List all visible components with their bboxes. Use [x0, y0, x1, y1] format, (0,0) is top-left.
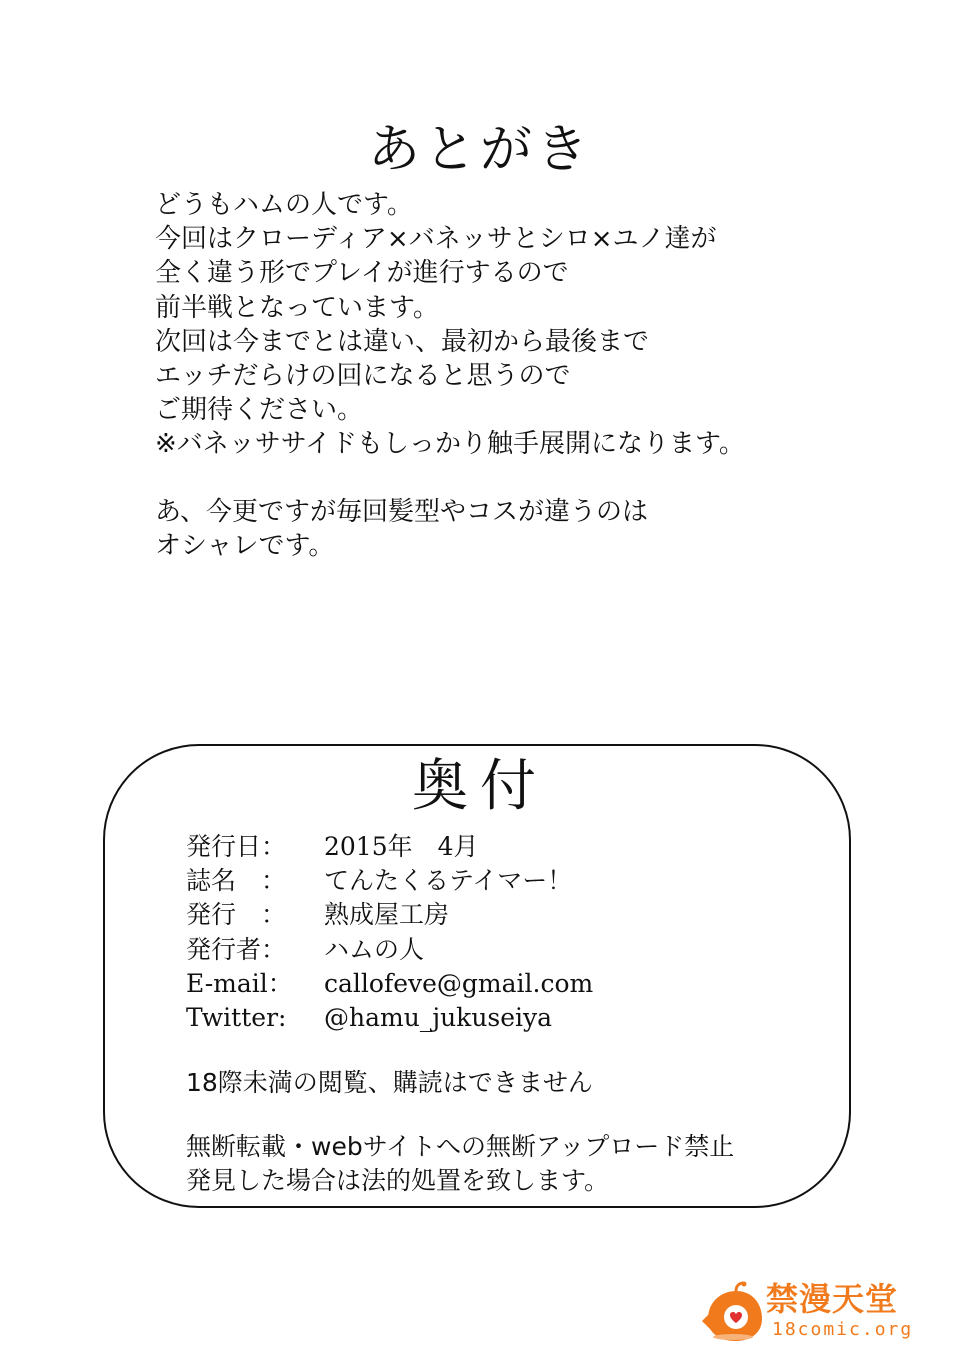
colophon-table	[186, 830, 593, 1035]
afterword-body	[155, 188, 875, 563]
colophon-label: 発行 ：	[186, 900, 287, 930]
colophon-label: 発行者：	[186, 934, 287, 964]
afterword-line: ※バネッササイドもしっかり触手展開になります。	[155, 429, 745, 460]
colophon-value: @hamu_jukuseiya	[324, 1003, 553, 1033]
afterword-line: ご期待ください。	[155, 395, 364, 426]
colophon-value: 熟成屋工房	[324, 900, 450, 930]
mascot-logo-icon	[700, 1281, 766, 1347]
afterword-line: エッチだらけの回になると思うので	[155, 361, 571, 392]
afterword-line: 全く違う形でプレイが進行するので	[155, 258, 569, 289]
colophon-row-author	[186, 933, 593, 967]
watermark-url: 18comic.org	[772, 1319, 914, 1340]
colophon-label: E-mail：	[186, 968, 293, 998]
colophon-label: 発行日：	[186, 832, 287, 861]
afterword-line: あ、今更ですが毎回髪型やコスが違うのは	[155, 496, 648, 527]
afterword-line: どうもハムの人です。	[155, 190, 413, 220]
colophon-notes	[186, 1066, 734, 1198]
colophon-value: ハムの人	[324, 934, 425, 964]
colophon-row-twitter	[186, 1001, 593, 1035]
colophon-title: 奥付	[412, 754, 548, 819]
colophon-row-publish-date	[186, 830, 593, 864]
colophon-row-email	[186, 967, 593, 1001]
colophon-value: 2015年 4月	[324, 832, 479, 861]
afterword-line: 前半戦となっています。	[155, 292, 439, 323]
afterword-line: 次回は今までとは違い、最初から最後まで	[155, 326, 650, 357]
afterword-line: 今回はクローディア×バネッサとシロ×ユノ達が	[155, 224, 717, 255]
colophon-row-title	[186, 864, 593, 898]
colophon-value: てんたくるテイマー！	[324, 866, 573, 896]
afterword-paragraph	[155, 188, 875, 462]
colophon-row-publisher	[186, 898, 593, 932]
colophon-label: 誌名 ：	[186, 866, 287, 896]
watermark-brand: 禁漫天堂	[766, 1280, 899, 1318]
afterword-paragraph	[155, 495, 875, 563]
afterword-title: あとがき	[367, 120, 592, 180]
age-notice: 18際未満の閲覧、購読はできません	[186, 1068, 593, 1097]
legal-notice-line: 無断転載・webサイトへの無断アップロード禁止	[186, 1132, 735, 1161]
legal-notice-line: 発見した場合は法的処置を致します。	[186, 1166, 610, 1195]
afterword-line: オシャレです。	[155, 530, 335, 561]
colophon-value: callofeve@gmail.com	[324, 968, 594, 998]
colophon-label: Twitter:	[186, 1003, 287, 1033]
watermark	[700, 1275, 920, 1351]
